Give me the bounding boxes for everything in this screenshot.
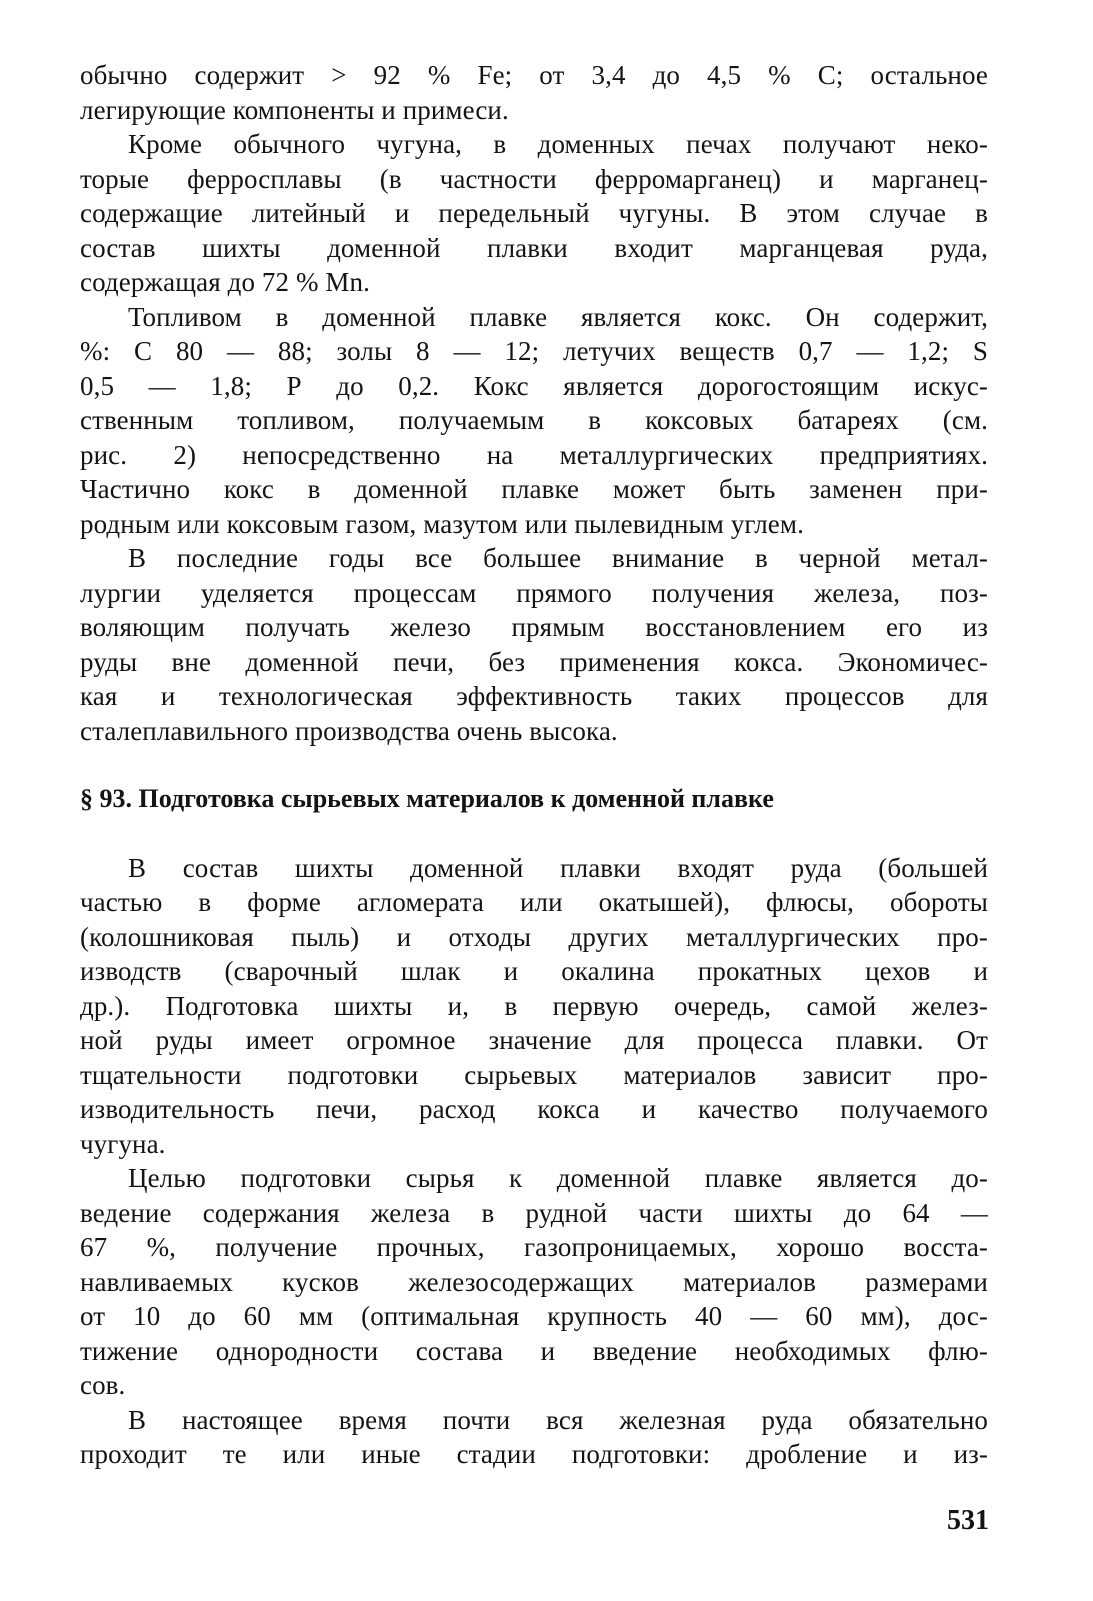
text-line: Целью подготовки сырья к доменной плавке является до- — [128, 1163, 988, 1193]
text-line: %: С 80 — 88; золы 8 — 12; летучих веществ 0,7 — 1,2; S — [80, 336, 988, 366]
text-line: лургии уделяется процессам прямого получения железа, поз- — [80, 577, 988, 608]
text-line: содержащая до 72 % Mn. — [80, 267, 370, 297]
text-line: изводств (сварочный шлак и окалина прокатных цехов и — [80, 956, 988, 986]
paragraph-charge-composition — [80, 851, 988, 1162]
text-line: состав шихты доменной плавки входит марганцевая руда, — [80, 232, 988, 263]
text-line: ственным топливом, получаемым в коксовых батареях (см. — [80, 405, 988, 435]
text-line: родным или коксовым газом, мазутом или пылевидным углем. — [80, 508, 804, 539]
text-line: содержащие литейный и передельный чугуны. В этом случае в — [80, 198, 988, 228]
text-line: ной руды имеет огромное значение для процесса плавки. От — [80, 1025, 988, 1055]
text-line: торые ферросплавы (в частности ферромарганец) и марганец- — [80, 163, 988, 194]
page-number: 531 — [947, 1505, 989, 1536]
paragraph-composition — [80, 58, 988, 127]
text-before-heading — [80, 58, 988, 748]
text-line: частью в форме агломерата или окатышей), флюсы, обороты — [80, 887, 988, 917]
paragraph-ferroalloys — [80, 127, 988, 300]
paragraph-current-practice — [80, 1403, 988, 1472]
paragraph-direct-reduction — [80, 541, 988, 748]
text-line: тижение однородности состава и введение необходимых флю- — [80, 1335, 988, 1366]
text-line: 0,5 — 1,8; Р до 0,2. Кокс является дорогостоящим искус- — [80, 370, 988, 401]
text-line: кая и технологическая эффективность таких процессов для — [80, 681, 988, 711]
text-line: Топливом в доменной плавке является кокс. Он содержит, — [128, 301, 988, 332]
text-line: Кроме обычного чугуна, в доменных печах получают неко- — [128, 129, 988, 159]
text-line: др.). Подготовка шихты и, в первую очередь, самой желез- — [80, 990, 988, 1021]
text-line: навливаемых кусков железосодержащих материалов размерами — [80, 1266, 988, 1297]
text-line: легирующие компоненты и примеси. — [80, 94, 509, 125]
text-line: обычно содержит > 92 % Fe; от 3,4 до 4,5 % С; остальное — [80, 60, 988, 90]
paragraph-preparation-goal — [80, 1161, 988, 1403]
text-line: руды вне доменной печи, без применения кокса. Экономичес- — [80, 646, 988, 677]
text-line: ведение содержания железа в рудной части шихты до 64 — — [80, 1197, 988, 1228]
page-body — [80, 58, 988, 1472]
text-line: от 10 до 60 мм (оптимальная крупность 40 — 60 мм), дос- — [80, 1301, 988, 1331]
text-line: сов. — [80, 1370, 126, 1400]
text-line: 67 %, получение прочных, газопроницаемых, хорошо восста- — [80, 1232, 988, 1262]
text-line: воляющим получать железо прямым восстановлением его из — [80, 612, 988, 642]
text-line: рис. 2) непосредственно на металлургических предприятиях. — [80, 439, 988, 470]
text-line: В настоящее время почти вся железная руда обязательно — [128, 1404, 988, 1435]
text-line: (колошниковая пыль) и отходы других металлургических про- — [80, 921, 988, 952]
text-line: Частично кокс в доменной плавке может быть заменен при- — [80, 474, 988, 504]
text-line: чугуна. — [80, 1128, 166, 1159]
text-after-heading — [80, 851, 988, 1472]
paragraph-coke — [80, 300, 988, 542]
section-heading: § 93. Подготовка сырьевых материалов к доменной плавке — [80, 784, 774, 813]
text-line: проходит те или иные стадии подготовки: дробление и из- — [80, 1439, 988, 1469]
text-line: В состав шихты доменной плавки входят руда (большей — [128, 852, 988, 883]
text-line: тщательности подготовки сырьевых материалов зависит про- — [80, 1059, 988, 1090]
text-line: сталеплавильного производства очень высока. — [80, 715, 618, 746]
text-line: изводительность печи, расход кокса и качество получаемого — [80, 1094, 988, 1124]
text-line: В последние годы все большее внимание в черной метал- — [128, 543, 988, 573]
